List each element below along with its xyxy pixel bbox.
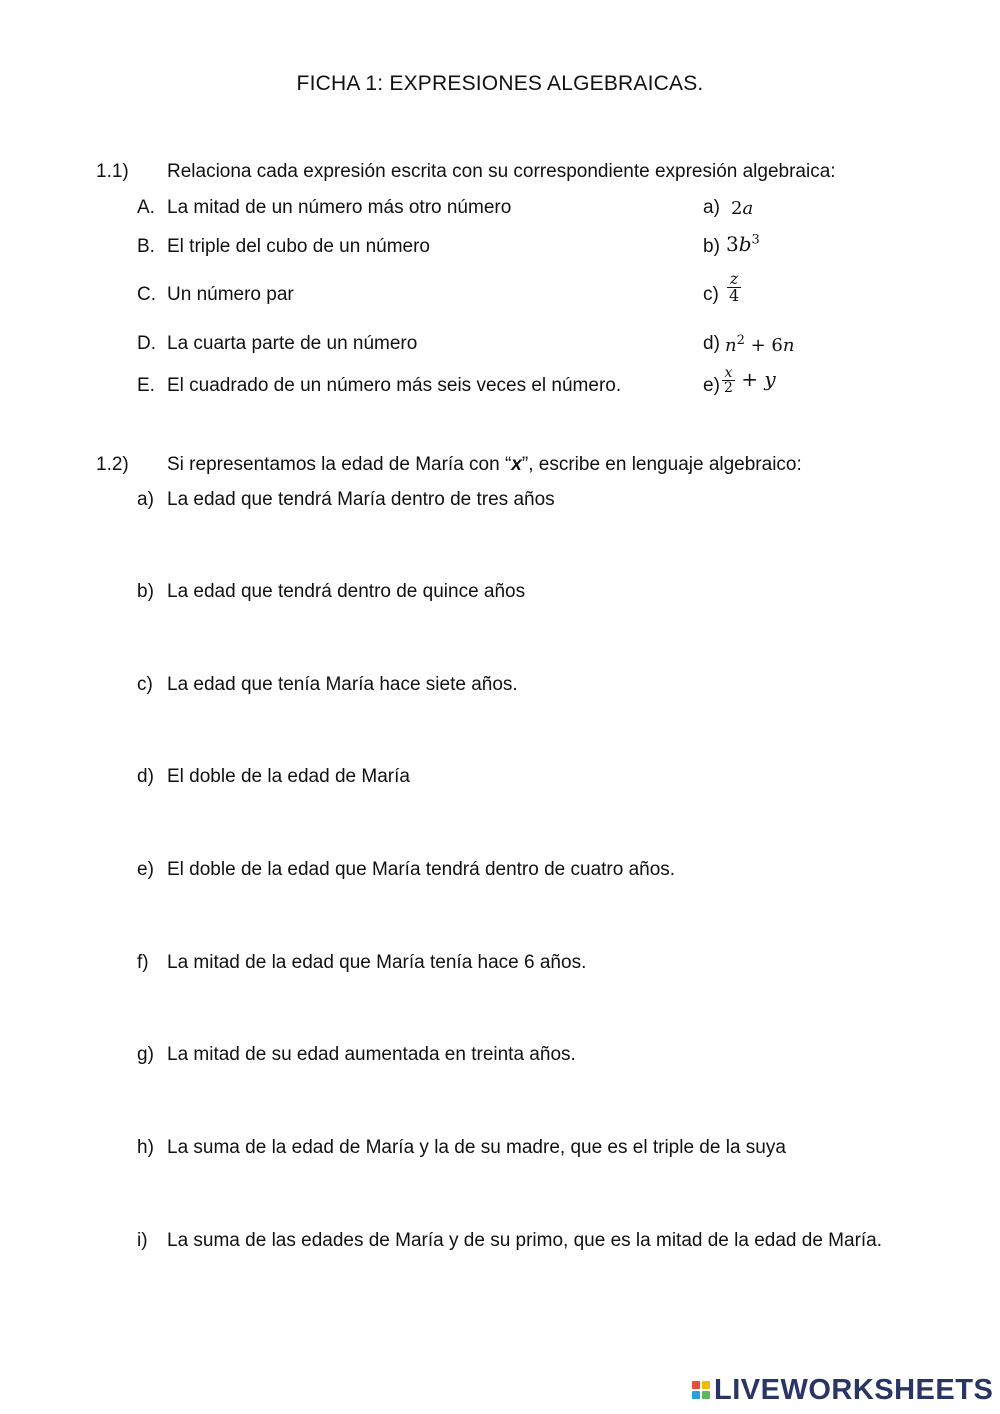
option-label: e) [703, 375, 720, 396]
match-row-b [0, 232, 1000, 276]
match-letter: C. [137, 284, 156, 305]
expression-z-over-4: $\frac{z}{4}$ [729, 269, 740, 305]
liveworksheets-logo [692, 1374, 993, 1406]
match-row-e [0, 365, 1000, 415]
expression-3b3: $3b^3$ [726, 232, 760, 256]
worksheet-title: FICHA 1: EXPRESIONES ALGEBRAICAS. [296, 72, 704, 95]
option-label: d) [703, 333, 720, 354]
match-text: El cuadrado de un número más seis veces el número. [167, 375, 622, 396]
option-label: b) [703, 236, 720, 257]
match-row-d [0, 333, 1000, 373]
variable-x: x [511, 454, 522, 475]
expression-2a: 2a [731, 198, 754, 219]
match-row-c [0, 269, 1000, 324]
expression-x-over-2-plus-y: $\frac{x}{2}$ + y [724, 365, 776, 396]
section-1-2-number: 1.2) [96, 454, 129, 475]
logo-text: LIVEWORKSHEETS [714, 1373, 994, 1406]
match-letter: E. [137, 375, 155, 396]
match-letter: A. [137, 197, 155, 218]
match-letter: D. [137, 333, 156, 354]
option-label: a) [703, 197, 720, 218]
match-text: Un número par [167, 284, 294, 305]
match-row-a [0, 197, 1000, 237]
expression-n2-plus-6n: $n^2 + 6n$ [725, 333, 795, 356]
match-letter: B. [137, 236, 155, 257]
section-1-1-instruction: Relaciona cada expresión escrita con su correspondiente expresión algebraica: [167, 161, 836, 182]
match-text: La mitad de un número más otro número [167, 197, 512, 218]
option-label: c) [703, 284, 719, 305]
match-text: El triple del cubo de un número [167, 236, 430, 257]
liveworksheets-logo-icon [692, 1381, 710, 1399]
section-1-1-number: 1.1) [96, 161, 129, 182]
match-text: La cuarta parte de un número [167, 333, 418, 354]
section-1-2-instruction: Si representamos la edad de María con “x”, escribe en lenguaje algebraico: [167, 454, 802, 475]
